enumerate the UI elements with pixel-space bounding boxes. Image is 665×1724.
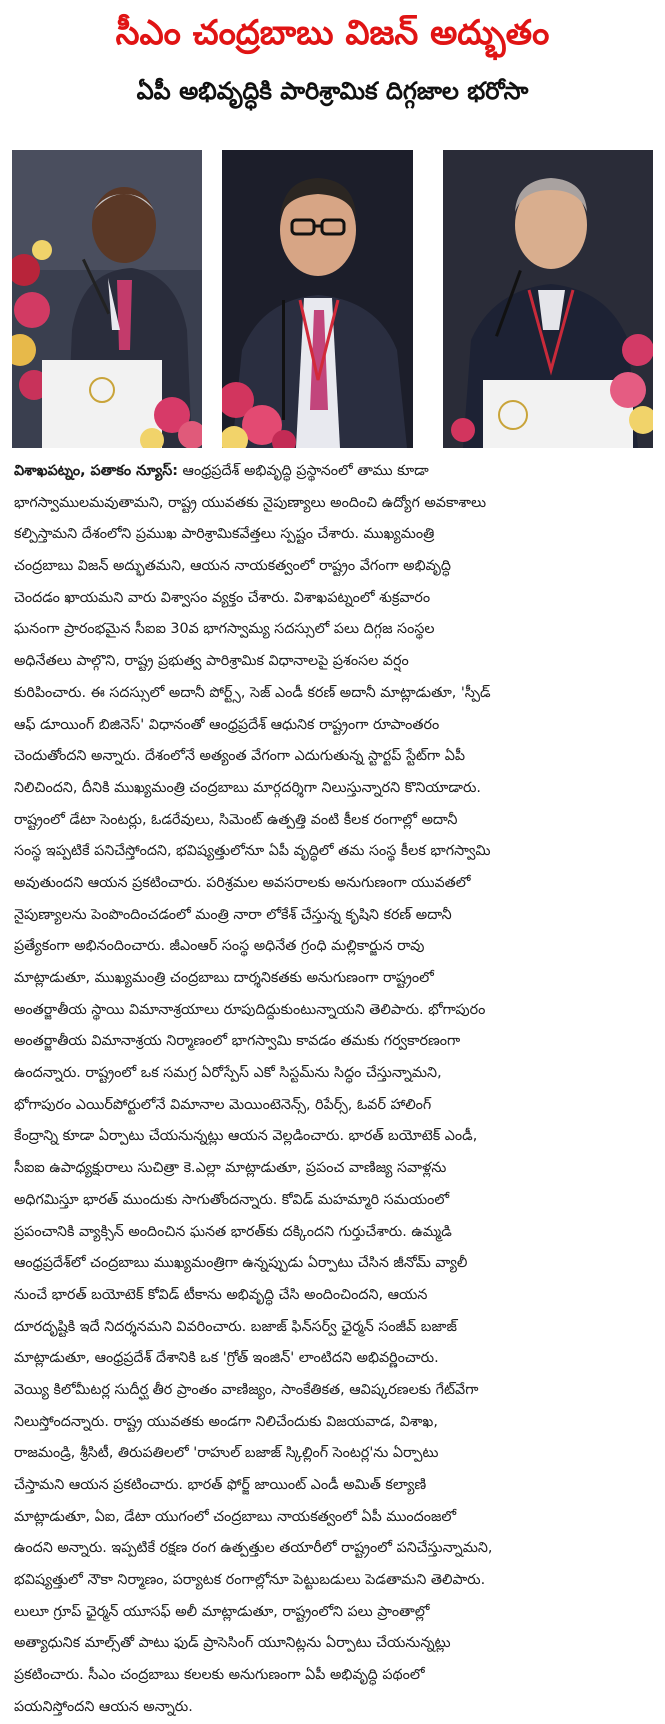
article-line: అత్యాధునిక మాల్స్‌తో పాటు ఫుడ్ ప్రాసెసింగ్ యూనిట్లను ఏర్పాటు చేయనున్నట్లు [14,1635,451,1652]
article-line: మాట్లాడుతూ, ముఖ్యమంత్రి చంద్రబాబు దార్శనికతకు అనుగుణంగా రాష్ట్రంలో [14,970,434,986]
article-line: నైపుణ్యాలను పెంపొందించడంలో మంత్రి నారా లోకేశ్ చేస్తున్న కృషిని కరణ్ అదానీ [14,906,452,923]
article-line: అధిగమిస్తూ భారత్ ముందుకు సాగుతోందన్నారు. కోవిడ్ మహమ్మారి సమయంలో [14,1191,450,1208]
article-line: ఉందని అన్నారు. ఇప్పటికే రక్షణ రంగ ఉత్పత్తుల తయారీలో రాష్ట్రంలో పనిచేస్తున్నామని, [14,1540,493,1557]
speaker-photo-right [443,150,653,448]
article-line: భోగాపురం ఎయిర్‌పోర్టులోనే విమానాల మెయింటెనెన్స్, రిపేర్స్, ఓవర్ హాలింగ్ [14,1096,432,1113]
article-line: కల్పిస్తామని దేశంలోని ప్రముఖ పారిశ్రామికవేత్తలు స్పష్టం చేశారు. ముఖ్యమంత్రి [14,526,435,543]
subheadline: ఏపీ అభివృద్ధికి పారిశ్రామిక దిగ్గజాల భరోసా [136,77,529,105]
article-line: నుంచే భారత్ బయోటెక్ కోవిడ్ టీకాను అభివృద్ధి చేసి అందించిందని, ఆయన [14,1286,428,1303]
article-line: నిలిచిందని, దీనికి ముఖ్యమంత్రి చంద్రబాబు మార్గదర్శిగా నిలుస్తున్నారని కొనియాడారు. [14,779,481,796]
article-line: భవిష్యత్తులో నౌకా నిర్మాణం, పర్యాటక రంగాల్లోనూ పెట్టుబడులు పెడతామని తెలిపారు. [14,1572,486,1589]
article-body [14,456,651,1724]
article-line: ప్రత్యేకంగా అభినందించారు. జీఎంఆర్ సంస్థ అధినేత గ్రంధి మల్లికార్జున రావు [14,938,425,955]
article-line: సీఐఐ ఉపాధ్యక్షురాలు సుచిత్రా కె.ఎల్లా మాట్లాడుతూ, ప్రపంచ వాణిజ్య సవాళ్లను [14,1160,447,1177]
article-line: రాజమండ్రి, శ్రీసిటీ, తిరుపతిలలో 'రాహుల్ బజాజ్ స్కిల్లింగ్ సెంటర్ల'ను ఏర్పాటు [14,1445,439,1462]
article-line: మాట్లాడుతూ, ఆంధ్రప్రదేశ్ దేశానికి ఒక 'గ్రోత్ ఇంజిన్' లాంటిదని అభివర్ణించారు. [14,1350,439,1367]
article-line: అవుతుందని ఆయన ప్రకటించారు. పరిశ్రమల అవసరాలకు అనుగుణంగా యువతలో [14,874,471,891]
article-line: విశాఖపట్నం, పతాకం న్యూస్: ఆంధ్రప్రదేశ్ అభివృద్ధి ప్రస్థానంలో తాము కూడా [14,463,429,479]
article-line: చెందడం ఖాయమని వారు విశ్వాసం వ్యక్తం చేశారు. విశాఖపట్నంలో శుక్రవారం [14,589,431,606]
article-line: భాగస్వాములమవుతామని, రాష్ట్ర యువతకు నైపుణ్యాలు అందించి ఉద్యోగ అవకాశాలు [14,494,487,511]
article-line: వెయ్యి కిలోమీటర్ల సుదీర్ఘ తీర ప్రాంతం వాణిజ్యం, సాంకేతికత, ఆవిష్కరణలకు గేట్‌వేగా [14,1381,479,1398]
dateline: విశాఖపట్నం, పతాకం న్యూస్: [14,463,178,479]
article-line: చేస్తామని ఆయన ప్రకటించారు. భారత్ ఫోర్జ్ జాయింట్ ఎండీ అమిత్ కల్యాణి [14,1477,427,1493]
article-line: అంతర్జాతీయ విమానాశ్రయ నిర్మాణంలో భాగస్వామి కావడం తమకు గర్వకారణంగా [14,1033,461,1050]
article-line: ప్రకటించారు. సీఎం చంద్రబాబు కలలకు అనుగుణంగా ఏపీ అభివృద్ధి పథంలో [14,1667,425,1684]
article-line: పయనిస్తోందని ఆయన అన్నారు. [14,1698,193,1715]
article-line: లులూ గ్రూప్ ఛైర్మన్ యూసఫ్ అలీ మాట్లాడుతూ, రాష్ట్రంలోని పలు ప్రాంతాల్లో [14,1603,430,1620]
article-line: అధినేతలు పాల్గొని, రాష్ట్ర ప్రభుత్వ పారిశ్రామిక విధానాలపై ప్రశంసల వర్షం [14,653,409,670]
speaker-photo-center [222,150,413,448]
article-line: అంతర్జాతీయ స్థాయి విమానాశ్రయాలు రూపుదిద్దుకుంటున్నాయని తెలిపారు. భోగాపురం [14,1001,486,1018]
article-line: చంద్రబాబు విజన్ అద్భుతమని, ఆయన నాయకత్వంలో రాష్ట్రం వేగంగా అభివృద్ధి [14,558,451,575]
article-line: దూరదృష్టికి ఇదే నిదర్శనమని వివరించారు. బజాజ్ ఫిన్‌సర్వ్ ఛైర్మన్ సంజీవ్ బజాజ్ [14,1318,457,1335]
article-line: కురిపించారు. ఈ సదస్సులో అదానీ పోర్ట్స్, సెజ్ ఎండీ కరణ్ అదానీ మాట్లాడుతూ, 'స్పీడ్ [14,684,491,701]
article-line: చెందుతోందని అన్నారు. దేశంలోనే అత్యంత వేగంగా ఎదుగుతున్న స్టార్టప్ స్టేట్‌గా ఏపీ [14,748,466,765]
article-line: మాట్లాడుతూ, ఏఐ, డేటా యుగంలో చంద్రబాబు నాయకత్వంలో ఏపీ ముందంజలో [14,1508,457,1525]
article-line: సంస్థ ఇప్పటికే పనిచేస్తోందని, భవిష్యత్తులోనూ ఏపీ వృద్ధిలో తమ సంస్థ కీలక భాగస్వామి [14,843,491,860]
speaker-photo-left [12,150,202,448]
article-line: ఆఫ్ డూయింగ్ బిజినెస్' విధానంతో ఆంధ్రప్రదేశ్ ఆధునిక రాష్ట్రంగా రూపాంతరం [14,716,440,733]
headline: సీఎం చంద్రబాబు విజన్ అద్భుతం [115,13,550,53]
article-line: ఘనంగా ప్రారంభమైన సీఐఐ 30వ భాగస్వామ్య సదస్సులో పలు దిగ్గజ సంస్థల [14,621,435,638]
article-line: నిలుస్తోందన్నారు. రాష్ట్ర యువతకు అండగా నిలిచేందుకు విజయవాడ, విశాఖ, [14,1413,438,1430]
article-line: కేంద్రాన్ని కూడా ఏర్పాటు చేయనున్నట్లు ఆయన వెల్లడించారు. భారత్ బయోటెక్ ఎండీ, [14,1128,478,1145]
article-line: ఆంధ్రప్రదేశ్‌లో చంద్రబాబు ముఖ్యమంత్రిగా ఉన్నప్పుడు ఏర్పాటు చేసిన జీనోమ్ వ్యాలీ [14,1255,468,1272]
article-line: రాష్ట్రంలో డేటా సెంటర్లు, ఓడరేవులు, సిమెంట్ ఉత్పత్తి వంటి కీలక రంగాల్లో అదానీ [14,811,458,828]
article-line: ఉందన్నారు. రాష్ట్రంలో ఒక సమగ్ర ఏరోస్పేస్ ఎకో సిస్టమ్‌ను సిద్ధం చేస్తున్నామని, [14,1065,442,1082]
article-line: ప్రపంచానికి వ్యాక్సిన్ అందించిన ఘనత భారత్‌కు దక్కిందని గుర్తుచేశారు. ఉమ్మడి [14,1223,452,1240]
